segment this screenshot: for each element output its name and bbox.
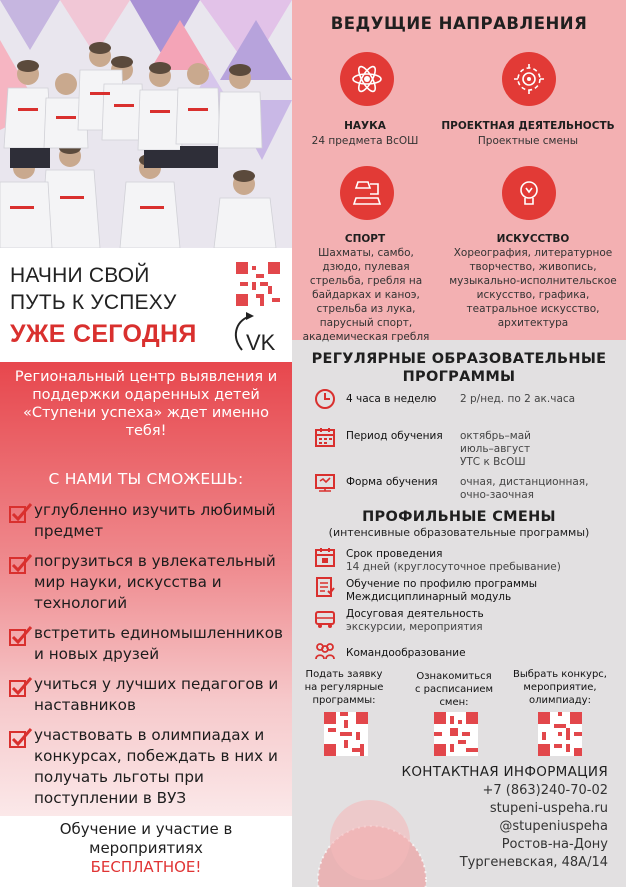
shift-item xyxy=(346,548,561,574)
direction-desc: 24 предмета ВсОШ xyxy=(311,135,419,147)
form-label: Форма обучения xyxy=(346,476,438,488)
checklist-icon xyxy=(314,576,336,598)
slogan-line-3: УЖЕ СЕГОДНЯ xyxy=(10,320,197,348)
intro-text: Региональный центр выявления и поддержки одаренных детей «Ступени успеха» ждет именно тебя! xyxy=(14,369,278,439)
shift-item-sub: экскурсии, мероприятия xyxy=(346,621,483,633)
free-line-3: БЕСПЛАТНОЕ! xyxy=(90,858,202,876)
direction-name: ПРОЕКТНАЯ ДЕЯТЕЛЬНОСТЬ xyxy=(441,120,615,132)
benefit-text: участвовать в олимпиадах и конкурсах, побеждать в них и получать льготы при поступлении в ВУЗ xyxy=(34,726,278,807)
direction-name: ИСКУССТВО xyxy=(496,233,570,245)
regular-programs-title xyxy=(292,350,626,386)
list-item xyxy=(8,674,288,716)
qr-caption xyxy=(504,668,616,707)
benefits-list xyxy=(8,500,288,818)
free-line-2: мероприятиях xyxy=(89,839,203,857)
atom-icon xyxy=(340,52,394,106)
free-note xyxy=(0,820,292,877)
contact-address: Тургеневская, 48А/14 xyxy=(459,855,608,870)
qr-caption-line: смен: xyxy=(439,697,469,708)
checkbox-icon xyxy=(8,502,34,524)
directions-title: ВЕДУЩИЕ НАПРАВЛЕНИЯ xyxy=(330,14,588,33)
qr-caption-line: с расписанием xyxy=(414,684,494,695)
free-line-1: Обучение и участие в xyxy=(59,820,233,838)
shifts-title: ПРОФИЛЬНЫЕ СМЕНЫ xyxy=(362,509,556,525)
vk-qr-code[interactable] xyxy=(236,262,280,306)
shift-item xyxy=(346,608,484,634)
schedule-qr-code[interactable] xyxy=(434,712,478,756)
contacts-title: КОНТАКТНАЯ ИНФОРМАЦИЯ xyxy=(401,764,608,780)
benefits-title: С НАМИ ТЫ СМОЖЕШЬ: xyxy=(48,470,244,488)
shift-item-label: Досуговая деятельность xyxy=(346,608,484,620)
contact-social[interactable]: @stupeniuspeha xyxy=(499,819,608,834)
contests-qr-code[interactable] xyxy=(538,712,582,756)
bus-icon xyxy=(314,608,336,630)
benefit-text: встретить единомышленников и новых друзей xyxy=(34,624,283,663)
list-item xyxy=(8,725,288,809)
period-value-1: октябрь–май xyxy=(460,430,531,442)
list-item xyxy=(8,500,288,542)
calendar-icon xyxy=(314,426,336,448)
form-value-2: очно-заочная xyxy=(460,489,534,501)
contact-city: Ростов-на-Дону xyxy=(501,837,608,852)
regular-title-line-2: ПРОГРАММЫ xyxy=(402,369,516,385)
sport-icon xyxy=(340,166,394,220)
period-label: Период обучения xyxy=(346,430,443,442)
slogan xyxy=(10,262,230,352)
form-value-1: очная, дистанционная, xyxy=(460,476,589,488)
direction-desc: Проектные смены xyxy=(477,135,579,147)
shift-item-label: Командообразование xyxy=(346,647,466,659)
benefit-text: углубленно изучить любимый предмет xyxy=(34,501,276,540)
direction-name: СПОРТ xyxy=(344,233,386,245)
applications-qr-code[interactable] xyxy=(324,712,368,756)
list-item xyxy=(8,623,288,665)
students-photo xyxy=(0,0,292,248)
qr-caption xyxy=(298,668,390,707)
left-column xyxy=(0,0,292,887)
shift-item-sub: Междисциплинарный модуль xyxy=(346,591,512,603)
qr-caption-line: на регулярные xyxy=(304,682,384,693)
form-value xyxy=(460,476,588,502)
hours-label: 4 часа в неделю xyxy=(346,393,437,405)
benefit-text: погрузиться в увлекательный мир науки, искусства и технологий xyxy=(34,552,276,612)
contact-site[interactable]: stupeni-uspeha.ru xyxy=(489,801,608,816)
contact-phone[interactable]: +7 (863)240-70-02 xyxy=(482,783,608,798)
qr-caption-line: Ознакомиться xyxy=(416,671,492,682)
shift-item xyxy=(346,578,537,604)
direction-name: НАУКА xyxy=(344,120,386,132)
board-icon xyxy=(314,472,336,494)
checkbox-icon xyxy=(8,553,34,575)
direction-desc: Шахматы, самбо, дзюдо, пулевая стрельба, гребля на байдарках и каноэ, стрельба из лука, парусный спорт, академическая гребля xyxy=(302,247,430,343)
team-icon xyxy=(314,640,336,662)
art-icon xyxy=(502,166,556,220)
qr-caption-line: Выбрать конкурс, xyxy=(513,669,607,680)
shift-item-sub: 14 дней (круглосуточное пребывание) xyxy=(346,561,561,573)
clock-icon xyxy=(314,388,336,410)
vk-label[interactable]: VK xyxy=(246,330,276,355)
shift-item xyxy=(346,647,466,660)
direction-desc: Хореография, литературное творчество, живопись, музыкально-исполнительское искусство, графика, театральное искусство, архитектура xyxy=(449,247,617,329)
slogan-line-1: НАЧНИ СВОЙ xyxy=(10,264,150,287)
shifts-subtitle: (интенсивные образовательные программы) xyxy=(328,526,590,539)
qr-caption-line: Подать заявку xyxy=(305,669,383,680)
checkbox-icon xyxy=(8,625,34,647)
regular-title-line-1: РЕГУЛЯРНЫЕ ОБРАЗОВАТЕЛЬНЫЕ xyxy=(311,351,607,367)
period-value-2: июль–август xyxy=(460,443,531,455)
checkbox-icon xyxy=(8,727,34,749)
checkbox-icon xyxy=(8,676,34,698)
shift-item-label: Обучение по профилю программы xyxy=(346,578,538,590)
period-value xyxy=(460,430,531,469)
list-item xyxy=(8,551,288,614)
gear-icon xyxy=(502,52,556,106)
calendar-icon xyxy=(314,546,336,568)
qr-caption xyxy=(408,670,500,709)
slogan-line-2: ПУТЬ К УСПЕХУ xyxy=(10,291,177,314)
benefit-text: учиться у лучших педагогов и наставников xyxy=(34,675,279,714)
hours-value: 2 р/нед. по 2 ак.часа xyxy=(460,393,576,405)
shift-item-label: Срок проведения xyxy=(346,548,443,560)
qr-caption-line: программы: xyxy=(312,695,376,706)
qr-caption-line: олимпиаду: xyxy=(529,695,591,706)
period-value-3: УТС к ВсОШ xyxy=(460,456,526,468)
qr-caption-line: мероприятие, xyxy=(523,682,597,693)
